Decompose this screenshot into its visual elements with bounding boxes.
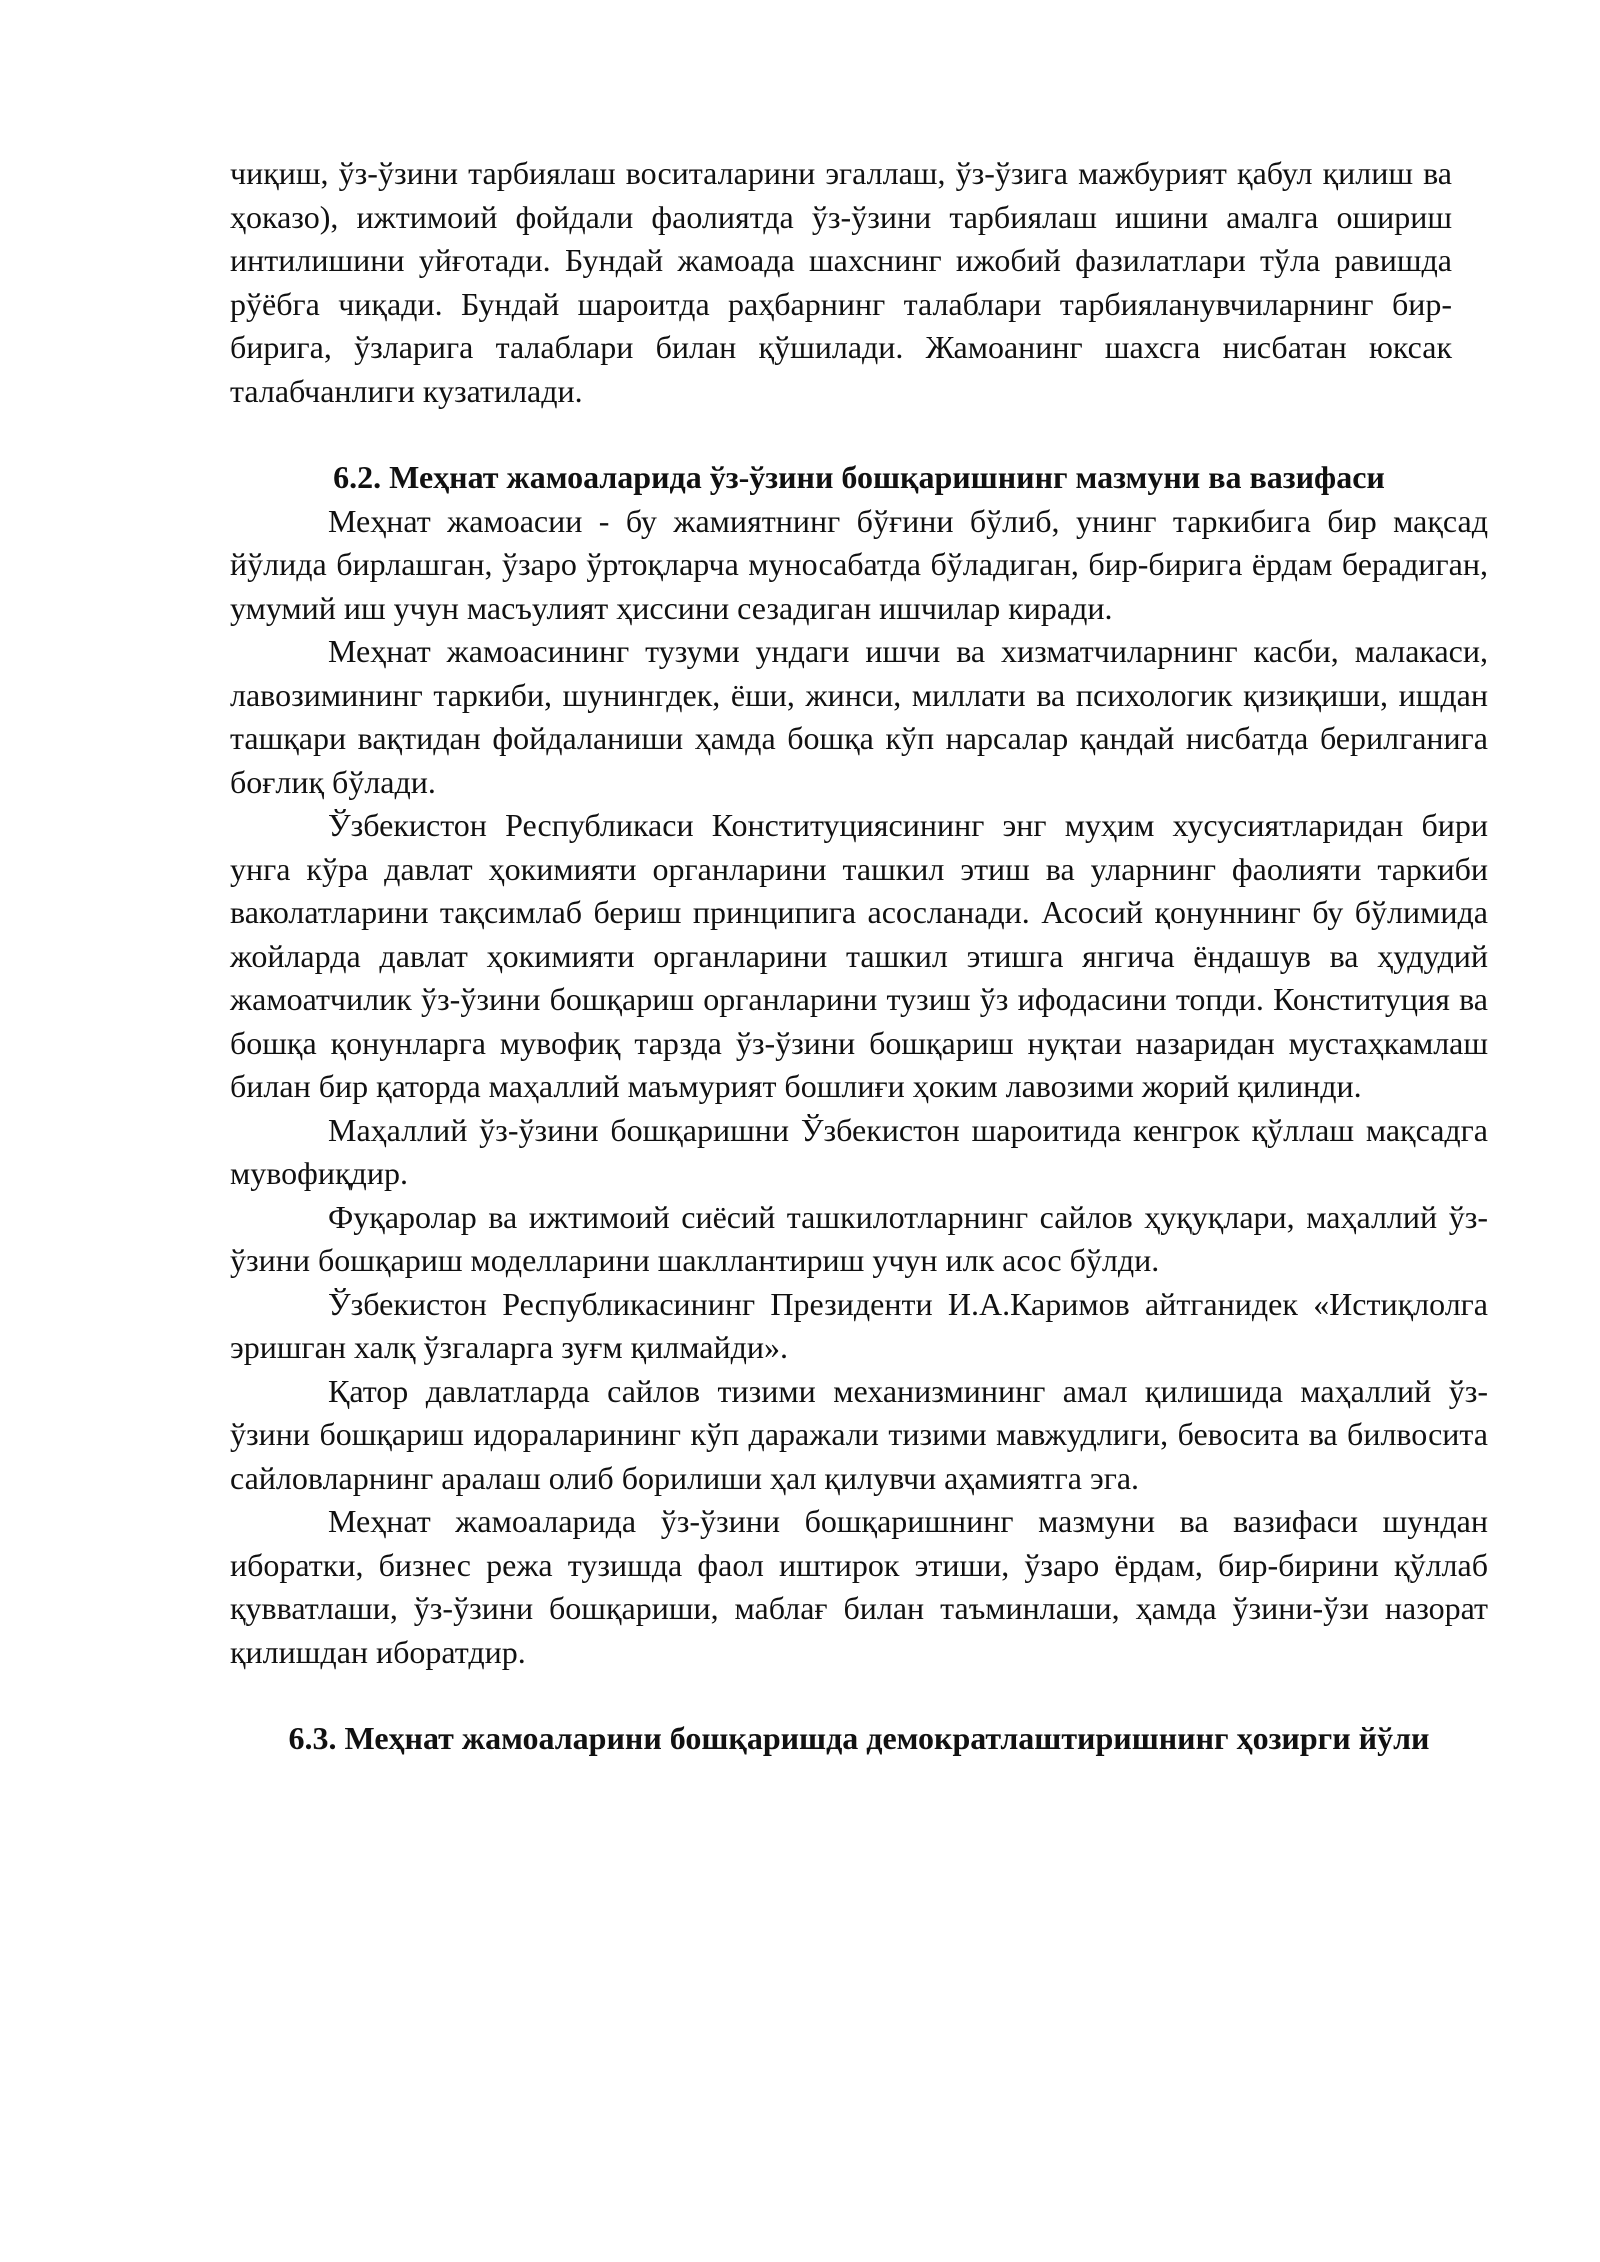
paragraph: Фуқаролар ва ижтимоий сиёсий ташкилотларнинг сайлов ҳуқуқлари, маҳаллий ўз-ўзини бошқариш моделларини шакллантириш учун илк асос бўлди. — [230, 1198, 1488, 1278]
paragraph: Меҳнат жамоаларида ўз-ўзини бошқаришнинг мазмуни ва вазифаси шундан иборатки, бизнес режа тузишда фаол иштирок этиши, ўзаро ёрдам, бир-бирини қўллаб қувватлаши, ўз-ўзини бошқариши, маблағ билан таъминлаши, ҳамда ўзини-ўзи назорат қилишдан иборатдир. — [230, 1503, 1488, 1670]
paragraph: Қатор давлатларда сайлов тизими механизмининг амал қилишида маҳаллий ўз-ўзини бошқариш идораларининг кўп даражали тизими мавжудлиги, бевосита ва билвосита сайловларнинг аралаш олиб борилиши ҳал қилувчи аҳамиятга эга. — [230, 1372, 1488, 1496]
document-page — [230, 152, 1488, 1761]
paragraph: Меҳнат жамоасининг тузуми ундаги ишчи ва хизматчиларнинг касби, малакаси, лавозимининг таркиби, шунингдек, ёши, жинси, миллати ва психологик қизиқиши, ишдан ташқари вақтидан фойдаланиши ҳамда бошқа кўп нарсалар қандай нисбатда берилганига боғлиқ бўлади. — [230, 633, 1488, 800]
paragraph: Ўзбекистон Республикасининг Президенти И.А.Каримов айтганидек «Истиқлолга эришган халқ ўзгаларга зуғм қилмайди». — [230, 1285, 1488, 1365]
intro-paragraph: чиқиш, ўз-ўзини тарбиялаш воситаларини эгаллаш, ўз-ўзига мажбурият қабул қилиш ва ҳоказо), ижтимоий фойдали фаолиятда ўз-ўзини тарбиялаш ишини амалга ошириш интилишини уйғотади. Бундай жамоада шахснинг ижобий фазилатлари тўла равишда рўёбга чиқади. Бундай шароитда раҳбарнинг талаблари тарбияланувчиларнинг бир-бирига, ўзларига талаблари билан қўшилади. Жамоанинг шахсга нисбатан юксак талабчанлиги кузатилади. — [230, 155, 1452, 409]
section-heading-6-2: 6.2. Меҳнат жамоаларида ўз-ўзини бошқаришнинг мазмуни ва вазифаси — [333, 459, 1385, 495]
paragraph: Ўзбекистон Республикаси Конституциясининг энг муҳим хусусиятларидан бири унга кўра давлат ҳокимияти органларини ташкил этиш ва уларнинг фаолияти таркиби ваколатларини тақсимлаб бериш принципига асосланади. Асосий қонуннинг бу бўлимида жойларда давлат ҳокимияти органларини ташкил этишга янгича ёндашув ва ҳудудий жамоатчилик ўз-ўзини бошқариш органларини тузиш ўз ифодасини топди. Конституция ва бошқа қонунларга мувофиқ тарзда ўз-ўзини бошқариш нуқтаи назаридан мустаҳкамлаш билан бир қаторда маҳаллий маъмурият бошлиғи ҳоким лавозими жорий қилинди. — [230, 807, 1488, 1104]
paragraph: Меҳнат жамоасии - бу жамиятнинг бўғини бўлиб, унинг таркибига бир мақсад йўлида бирлашган, ўзаро ўртоқларча муносабатда бўладиган, бир-бирига ёрдам берадиган, умумий иш учун масъулият ҳиссини сезадиган ишчилар киради. — [230, 502, 1488, 626]
paragraph: Маҳаллий ўз-ўзини бошқаришни Ўзбекистон шароитида кенгрок қўллаш мақсадга мувофиқдир. — [230, 1111, 1488, 1191]
section-heading-6-3: 6.3. Меҳнат жамоаларини бошқаришда демократлаштиришнинг ҳозирги йўли — [288, 1720, 1430, 1756]
